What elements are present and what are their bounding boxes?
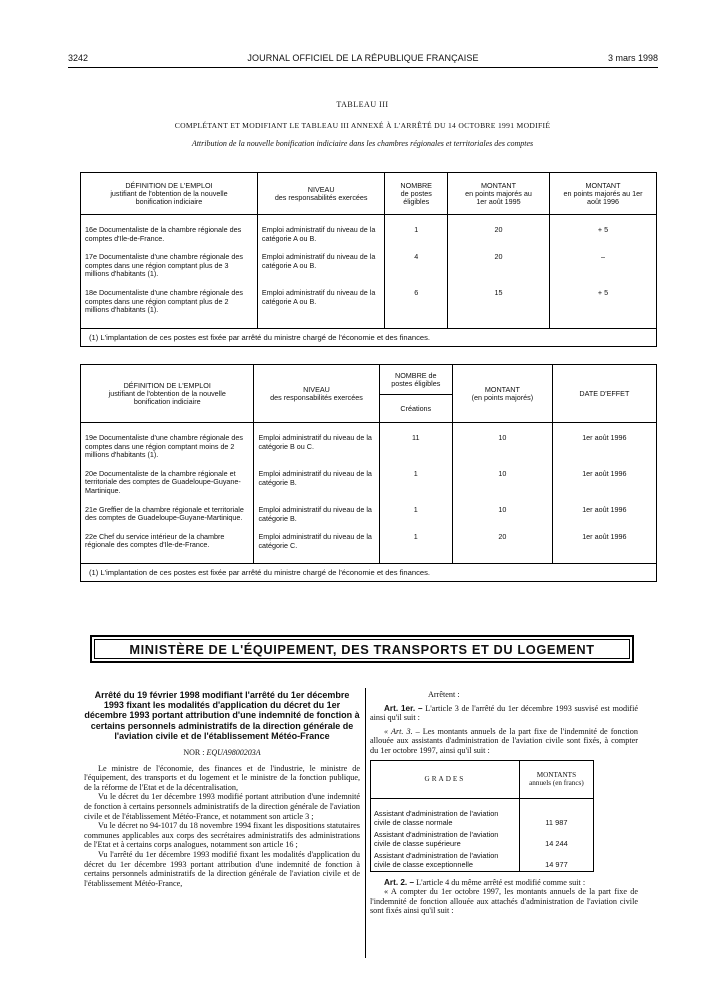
table-footnote: (1) L'implantation de ces postes est fixée par arrêté du ministre chargé de l'économie et des finances.	[81, 564, 657, 582]
article-1: Art. 1er. – L'article 3 de l'arrêté du 1er décembre 1993 susvisé est modifié ainsi qu'il suit :	[370, 703, 638, 723]
column-divider	[365, 688, 366, 958]
col-header-nombre: NOMBRE de postes éligibles	[379, 365, 453, 395]
col-header-montants: MONTANTS annuels (en francs)	[519, 760, 593, 798]
col-header-definition: DÉFINITION DE L'EMPLOI justifiant de l'obtention de la nouvelle bonification indiciaire	[81, 365, 254, 423]
table-nbi-2	[80, 364, 657, 582]
page-header	[68, 53, 658, 67]
page-number: 3242	[68, 53, 89, 63]
arretent: Arrêtent :	[428, 690, 460, 699]
paragraph: Vu le décret no 94-1017 du 18 novembre 1994 fixant les dispositions statutaires communes applicables aux corps des secrétaires administratifs des administrations de l'Etat et à certains corps analogues, notamment son article 16 ;	[84, 821, 360, 850]
tableau-attribution: Attribution de la nouvelle bonification indiciaire dans les chambres régionales et territoriales des comptes	[191, 139, 534, 148]
journal-title: JOURNAL OFFICIEL DE LA RÉPUBLIQUE FRANÇAISE	[247, 53, 479, 63]
arrete-column-right	[370, 690, 638, 916]
nor-reference: NOR : EQUA9800203A	[183, 748, 261, 758]
tableau-title: TABLEAU III	[336, 100, 389, 109]
paragraph: Vu le décret du 1er décembre 1993 modifié portant attribution d'une indemnité de fonction à certains personnels administratifs de la direction générale de l'aviation civile et de l'établissement Météo-France, et notamment son article 3 ;	[84, 792, 360, 821]
col-header-grades: GRADES	[371, 760, 520, 798]
header-rule	[68, 67, 658, 68]
col-header-creations: Créations	[379, 395, 453, 423]
table-footnote: (1) L'implantation de ces postes est fixée par arrêté du ministre chargé de l'économie et des finances.	[81, 328, 657, 346]
arrete-column-left	[84, 690, 360, 888]
col-header-montant-1996: MONTANT en points majorés au 1er août 1996	[550, 173, 657, 215]
ministry-title: MINISTÈRE DE L'ÉQUIPEMENT, DES TRANSPORTS ET DU LOGEMENT	[94, 639, 630, 659]
paragraph: Le ministre de l'économie, des finances et de l'industrie, le ministre de l'équipement, des transports et du logement et le ministre de la fonction publique, de la réforme de l'Etat et de la décentralisation,	[84, 763, 360, 792]
paragraph: Vu l'arrêté du 1er décembre 1993 modifié fixant les modalités d'application du décret du 1er décembre 1993 portant attribution d'une indemnité de fonction à certains personnels administratifs de la direction générale de l'aviation civile et de l'établissement Météo-France,	[84, 849, 360, 888]
arrete-title: Arrêté du 19 février 1998 modifiant l'arrêté du 1er décembre 1993 fixant les modalités d'application du décret du 1er décembre 1993 portant attribution d'une indemnité de fonction à certains personnels administratifs de la direction générale de l'aviation civile et de l'établissement Météo-France	[84, 690, 360, 741]
table-row: 16e Documentaliste de la chambre régionale des comptes d'Ile-de-France. 17e Documentaliste d'une chambre régionale des comptes dans une région comptant plus de 3 millions d'habitants (1). 18e Documentaliste d'une chambre régionale des comptes dans une région comptant plus de 2 millions d'habitants (1). Emploi administratif du niveau de la catégorie A ou B. Emploi administratif du niveau de la catégorie A ou B. Emploi administratif du niveau de la catégorie A ou B. 1 4 6 20 20 15 + 5 – + 5	[81, 215, 657, 329]
col-header-niveau: NIVEAU des responsabilités exercées	[257, 173, 385, 215]
table-nbi-1	[80, 172, 657, 347]
col-header-nombre: NOMBRE de postes éligibles	[385, 173, 448, 215]
issue-date: 3 mars 1998	[607, 53, 658, 63]
grades-table	[370, 760, 594, 872]
tableau-subtitle: COMPLÉTANT ET MODIFIANT LE TABLEAU III ANNEXÉ À L'ARRÊTÉ DU 14 OCTOBRE 1991 MODIFIÉ	[174, 121, 551, 130]
table-row: 19e Documentaliste d'une chambre régionale des comptes dans une région comptant moins de 2 millions d'habitants (1). 20e Documentaliste de la chambre régionale et territoriale des comptes de Guadeloupe-Guyane-Martinique. 21e Greffier de la chambre régionale et territoriale des comptes de Guadeloupe-Guyane-Martinique. 22e Chef du service intérieur de la chambre régionale des comptes d'Ile-de-France. Emploi administratif du niveau de la catégorie B ou C. Emploi administratif du niveau de la catégorie B. Emploi administratif du niveau de la catégorie B. Emploi administratif du niveau de la catégorie C. 11 1 1 1 10 10 10 20 1er août 1996 1er août 1996 1er août 1996 1er août 1996	[81, 423, 657, 564]
col-header-montant: MONTANT (en points majorés)	[453, 365, 553, 423]
col-header-montant-1995: MONTANT en points majorés au 1er août 1995	[447, 173, 549, 215]
col-header-definition: DÉFINITION DE L'EMPLOI justifiant de l'obtention de la nouvelle bonification indiciaire	[81, 173, 258, 215]
col-header-niveau: NIVEAU des responsabilités exercées	[254, 365, 379, 423]
article-2: Art. 2. – L'article 4 du même arrêté est modifié comme suit :	[384, 877, 586, 887]
article-2-quote: « A compter du 1er octobre 1997, les montants annuels de la part fixe de l'indemnité de fonction allouée aux attachés d'administration de l'aviation civile sont fixés ainsi qu'il suit :	[370, 887, 638, 916]
ministry-banner	[90, 635, 634, 663]
article-3-quote: « Art. 3. – Les montants annuels de la part fixe de l'indemnité de fonction allouée aux assistants d'administration de l'aviation civile sont fixés, à compter du 1er octobre 1997, ainsi qu'il suit :	[370, 726, 638, 755]
table-row: Assistant d'administration de l'aviation civile de classe normale Assistant d'administration de l'aviation civile de classe supérieure Assistant d'administration de l'aviation civile de classe exceptionnelle 11 987 14 244 14 977	[371, 798, 594, 871]
col-header-date-effet: DATE D'EFFET	[552, 365, 656, 423]
